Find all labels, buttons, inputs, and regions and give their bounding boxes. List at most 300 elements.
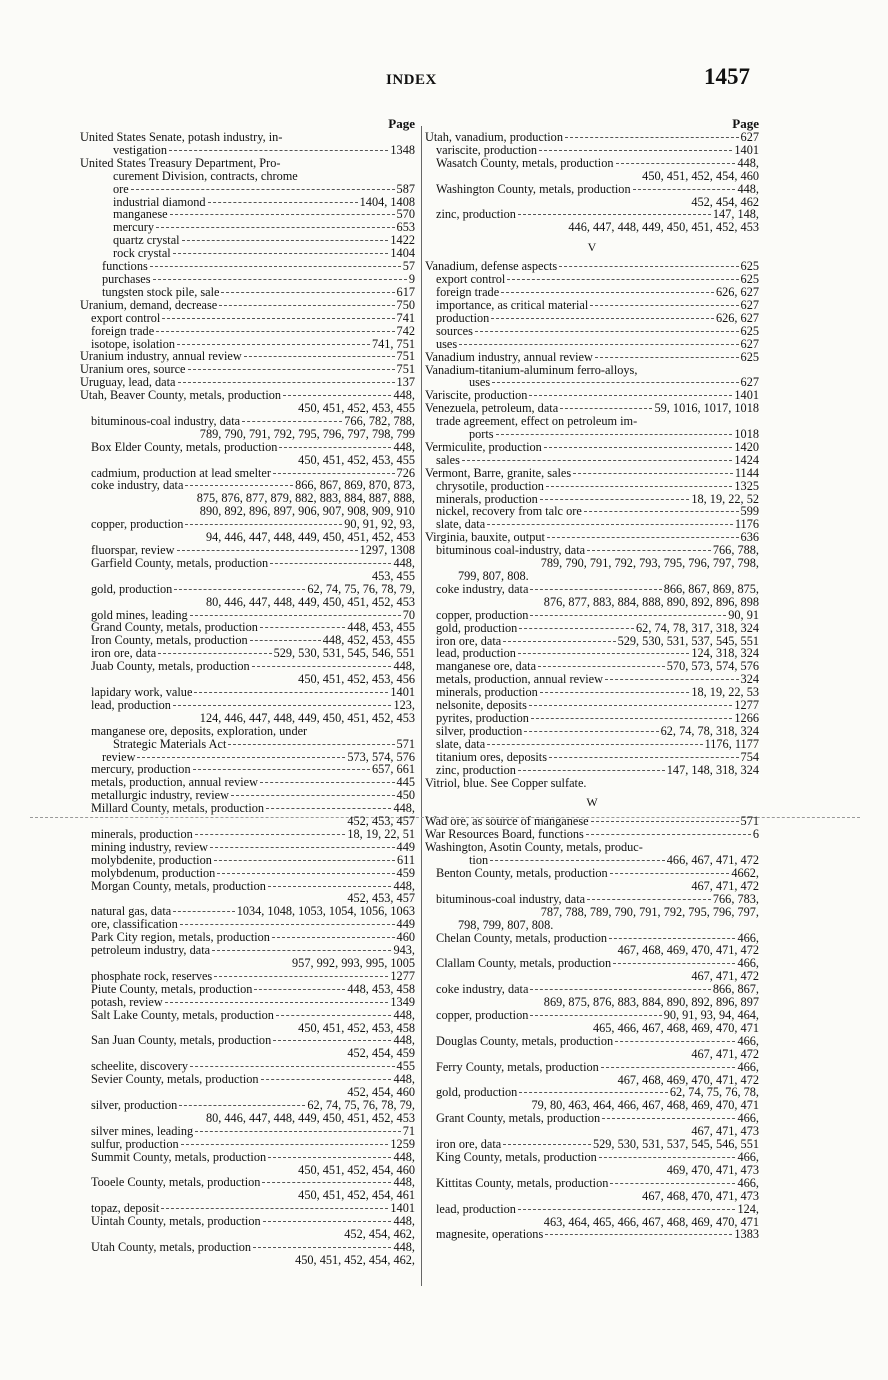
- entry-term: sources: [436, 323, 473, 338]
- page-ref-continuation: 465, 466, 467, 468, 469, 470, 471: [592, 1020, 759, 1035]
- dot-leader: [177, 344, 370, 345]
- page-refs: 1424: [734, 452, 759, 467]
- dot-leader: [169, 150, 388, 151]
- dot-leader: [544, 447, 733, 448]
- page-ref-continuation: 80, 446, 447, 448, 449, 450, 451, 452, 453: [205, 594, 415, 609]
- index-entry: [425, 1035, 759, 1048]
- dot-leader: [180, 924, 395, 925]
- dot-leader: [185, 524, 342, 525]
- dot-leader: [156, 227, 395, 228]
- dot-leader: [560, 408, 652, 409]
- entry-term: silver, production: [436, 723, 523, 738]
- entry-term: lead, production: [436, 646, 516, 661]
- entry-term: gold, production: [436, 620, 518, 635]
- page-refs: 570, 573, 574, 576: [666, 659, 759, 674]
- dot-leader: [228, 744, 394, 745]
- entry-term: isotope, isolation: [91, 336, 176, 351]
- dot-leader: [503, 1144, 591, 1145]
- dot-leader: [221, 292, 394, 293]
- dot-leader: [181, 1144, 389, 1145]
- dot-leader: [549, 757, 739, 758]
- dot-leader: [279, 447, 391, 448]
- page-ref-continuation: 469, 470, 471, 473: [666, 1162, 759, 1177]
- page-refs: 62, 74, 75, 76, 78, 79,: [307, 581, 415, 596]
- page-ref-continuation: 467, 468, 470, 471, 473: [642, 1188, 759, 1203]
- entry-term: manganese ore, data: [436, 659, 537, 674]
- entry-term: United States Treasury Department, Pro-: [80, 155, 281, 170]
- index-entry: [425, 1177, 759, 1190]
- entry-term: United States Senate, potash industry, in-: [80, 130, 283, 144]
- dot-leader: [158, 653, 271, 654]
- page-refs: 766, 782, 788,: [344, 413, 415, 428]
- dot-leader: [283, 395, 391, 396]
- dot-leader: [496, 434, 733, 435]
- index-entry: [425, 131, 759, 144]
- page-ref-continuation: 875, 876, 877, 879, 882, 883, 884, 887, 888,: [196, 491, 415, 506]
- page-refs: 766, 783,: [712, 891, 759, 906]
- page-refs: 1401: [390, 1201, 415, 1216]
- index-entry: [425, 441, 759, 454]
- dot-leader: [573, 473, 733, 474]
- entry-term: Strategic Materials Act: [113, 736, 227, 751]
- page-refs: 448,: [393, 1149, 415, 1164]
- page-refs: 147, 148, 318, 324: [666, 762, 759, 777]
- page-ref-continuation: 450, 451, 452, 453, 458: [298, 1020, 415, 1035]
- entry-term: fluorspar, review: [91, 543, 175, 557]
- page-refs: 324: [740, 672, 759, 687]
- dot-leader: [195, 834, 346, 835]
- dot-leader: [185, 485, 293, 486]
- page-refs: 455: [396, 1059, 415, 1074]
- index-entry: [80, 325, 415, 338]
- page-refs: 1259: [390, 1136, 415, 1151]
- dot-leader: [273, 1040, 391, 1041]
- page-ref-continuation: 452, 454, 460: [347, 1085, 415, 1100]
- page-refs: 627: [740, 130, 759, 144]
- page-refs: 62, 74, 78, 318, 324: [660, 723, 759, 738]
- dot-leader: [188, 369, 395, 370]
- page-refs: 626, 627: [715, 310, 759, 325]
- page-refs: 1266: [734, 710, 759, 725]
- page-refs: 18, 19, 22, 51: [347, 826, 415, 841]
- page-ref-continuation: 79, 80, 463, 464, 466, 467, 468, 469, 470, 471: [531, 1098, 759, 1113]
- dot-leader: [162, 318, 394, 319]
- entry-term: export control: [436, 272, 506, 287]
- index-entry: [80, 144, 415, 157]
- dot-leader: [156, 331, 394, 332]
- entry-term: tungsten stock pile, sale: [102, 284, 220, 299]
- page-refs: 754: [740, 749, 759, 764]
- page-refs: 625: [740, 349, 759, 364]
- page-column-label: Page: [388, 116, 415, 131]
- page-refs: 726: [396, 465, 415, 480]
- page-refs: 466,: [737, 1111, 759, 1126]
- entry-term: quartz crystal: [113, 233, 180, 248]
- dot-leader: [599, 1157, 736, 1158]
- dot-leader: [547, 537, 739, 538]
- entry-term: Wad ore, as source of manganese: [425, 814, 589, 829]
- dot-leader: [490, 860, 665, 861]
- entry-term: iron ore, data: [436, 633, 502, 648]
- entry-term: Vanadium industry, annual review: [425, 349, 593, 364]
- page-refs: 18, 19, 22, 52: [691, 491, 759, 506]
- dot-leader: [219, 305, 394, 306]
- entry-term: ports: [469, 427, 494, 442]
- page-refs: 445: [396, 775, 415, 790]
- entry-term: iron ore, data: [91, 646, 157, 661]
- dot-leader: [475, 331, 739, 332]
- page-ref-continuation: 957, 992, 993, 995, 1005: [292, 956, 415, 970]
- dot-leader: [263, 1221, 392, 1222]
- dot-leader: [195, 1131, 401, 1132]
- entry-term: Washington County, metals, production: [436, 181, 631, 196]
- index-entry: [80, 996, 415, 1009]
- page-refs: 460: [396, 930, 415, 945]
- page-refs: 90, 91: [728, 607, 759, 622]
- entry-term: San Juan County, metals, production: [91, 1033, 272, 1048]
- entry-term: nickel, recovery from talc ore: [436, 504, 582, 519]
- index-entry: [80, 841, 415, 854]
- page-refs: 1401: [734, 388, 759, 403]
- page-ref-continuation: 450, 451, 452, 454, 460: [298, 1162, 415, 1177]
- page-refs: 611: [397, 852, 415, 867]
- entry-term: curement Division, contracts, chrome: [113, 168, 298, 183]
- entry-term: bituminous-coal industry, data: [436, 891, 586, 906]
- index-entry: [80, 131, 415, 144]
- index-entry: [425, 583, 759, 596]
- page-ref-continuation: 80, 446, 447, 448, 449, 450, 451, 452, 453: [205, 1110, 415, 1125]
- dot-leader: [270, 563, 391, 564]
- index-entry: [425, 738, 759, 751]
- entry-term: metallurgic industry, review: [91, 788, 229, 803]
- dot-leader: [273, 473, 395, 474]
- page-refs: 137: [396, 375, 415, 390]
- dot-leader: [633, 189, 736, 190]
- page-refs: 866, 867, 869, 875,: [663, 581, 759, 596]
- page-refs: 124, 318, 324: [691, 646, 759, 661]
- entry-term: silver mines, leading: [91, 1123, 194, 1138]
- index-entry: [80, 544, 415, 557]
- dot-leader: [190, 1066, 395, 1067]
- entry-term: phosphate rock, reserves: [91, 968, 213, 983]
- index-entry: [80, 157, 415, 170]
- index-entries-right: [425, 131, 759, 1241]
- entry-term: pyrites, production: [436, 710, 529, 725]
- index-entry: [425, 325, 759, 338]
- dot-leader: [545, 1234, 732, 1235]
- page-refs: 529, 530, 531, 537, 545, 551: [617, 633, 759, 648]
- page-refs: 766, 788,: [712, 543, 759, 558]
- index-entry: [80, 1151, 415, 1164]
- page-number: 1457: [704, 64, 750, 89]
- index-entry: [80, 415, 415, 428]
- entry-term: natural gas, data: [91, 904, 172, 919]
- entry-term: minerals, production: [436, 491, 538, 506]
- entry-term: production: [436, 310, 490, 325]
- page-refs: 62, 74, 75, 76, 78,: [669, 1085, 759, 1100]
- dot-leader: [539, 150, 732, 151]
- page-refs: 466,: [737, 1033, 759, 1048]
- page-ref-continuation: 452, 453, 457: [347, 814, 415, 829]
- dot-leader: [260, 782, 395, 783]
- entry-term: lapidary work, value: [91, 684, 193, 699]
- page-refs: 1277: [734, 698, 759, 713]
- page-refs: 636: [740, 530, 759, 545]
- dot-leader: [131, 189, 395, 190]
- entry-term: Variscite, production: [425, 388, 528, 403]
- page-refs: 625: [740, 323, 759, 338]
- page-refs: 123,: [393, 697, 415, 712]
- entry-term: Ferry County, metals, production: [436, 1059, 599, 1074]
- page-refs: 448, 453, 455: [347, 620, 415, 635]
- page-ref-continuation: 124, 446, 447, 448, 449, 450, 451, 452, 453: [199, 710, 415, 725]
- dot-leader: [531, 718, 733, 719]
- page-refs: 59, 1016, 1017, 1018: [654, 401, 759, 416]
- page-refs: 448,: [393, 1072, 415, 1087]
- dot-leader: [208, 202, 358, 203]
- page-refs: 448,: [393, 439, 415, 454]
- index-entry: [425, 299, 759, 312]
- page-refs: 1176: [734, 517, 759, 532]
- page-ref-continuation: 890, 892, 896, 897, 906, 907, 908, 909, 910: [199, 504, 415, 519]
- page-refs: 70: [402, 607, 415, 622]
- page-refs: 4662,: [731, 866, 759, 881]
- index-entry: [425, 144, 759, 157]
- page-refs: 448,: [737, 155, 759, 170]
- index-entry: [425, 893, 759, 906]
- column-divider: [421, 126, 422, 1286]
- page-refs: 62, 74, 78, 317, 318, 324: [636, 620, 759, 635]
- entry-term: mercury: [113, 220, 154, 235]
- index-entry: [80, 970, 415, 983]
- dot-leader: [193, 769, 370, 770]
- entry-term: Kittitas County, metals, production: [436, 1175, 609, 1190]
- entry-term: Clallam County, metals, production: [436, 956, 612, 971]
- entry-term: potash, review: [91, 994, 163, 1009]
- entry-term: Park City region, metals, production: [91, 930, 270, 945]
- dot-leader: [459, 344, 738, 345]
- index-entry: [80, 1125, 415, 1138]
- entry-term: Benton County, metals, production: [436, 866, 608, 881]
- page-ref-continuation: 94, 446, 447, 448, 449, 450, 451, 452, 453: [205, 530, 415, 545]
- dot-leader: [613, 963, 735, 964]
- index-entry: [80, 286, 415, 299]
- index-entry: [80, 983, 415, 996]
- page-refs: 571: [396, 736, 415, 751]
- index-entry: [80, 312, 415, 325]
- entry-term: lead, production: [91, 697, 171, 712]
- entry-term: review: [102, 749, 136, 764]
- index-entry: [80, 738, 415, 751]
- entry-term: Salt Lake County, metals, production: [91, 1007, 274, 1022]
- entry-term: molybdenite, production: [91, 852, 212, 867]
- dot-leader: [173, 705, 392, 706]
- index-entry: [80, 183, 415, 196]
- index-entry: [425, 725, 759, 738]
- entry-term: functions: [102, 259, 148, 274]
- dot-leader: [174, 589, 305, 590]
- entry-term: variscite, production: [436, 142, 538, 157]
- entry-term: mercury, production: [91, 762, 191, 777]
- page-refs: 1018: [734, 427, 759, 442]
- page-refs: 6: [752, 827, 759, 842]
- dot-leader: [507, 279, 738, 280]
- entry-term: manganese ore, deposits, exploration, under: [91, 723, 308, 738]
- page-refs: 1034, 1048, 1053, 1054, 1056, 1063: [236, 904, 415, 919]
- page-refs: 448,: [393, 1214, 415, 1229]
- dot-leader: [179, 1105, 305, 1106]
- page-refs: 617: [396, 284, 415, 299]
- entry-term: iron ore, data: [436, 1137, 502, 1152]
- entry-term: Washington, Asotin County, metals, produc-: [425, 840, 643, 855]
- index-entry: [80, 557, 415, 570]
- page-header-title: INDEX: [386, 72, 437, 88]
- page-refs: 943,: [393, 943, 415, 958]
- entry-term: uses: [469, 375, 491, 390]
- entry-term: Uranium ores, source: [80, 362, 186, 377]
- page-refs: 448,: [393, 1239, 415, 1254]
- dot-leader: [268, 886, 392, 887]
- dot-leader: [595, 357, 739, 358]
- page-ref-continuation: 467, 468, 469, 470, 471, 472: [617, 943, 759, 958]
- page-ref-continuation: 453, 455: [371, 568, 415, 583]
- entry-term: tion: [469, 853, 489, 868]
- dot-leader: [190, 615, 401, 616]
- page-refs: 1401: [390, 684, 415, 699]
- entry-term: gold, production: [91, 581, 173, 596]
- dot-leader: [587, 899, 711, 900]
- page-refs: 627: [740, 336, 759, 351]
- dot-leader: [501, 292, 714, 293]
- page-refs: 573, 574, 576: [347, 749, 415, 764]
- page-ref-continuation: 463, 464, 465, 466, 467, 468, 469, 470, 471: [543, 1214, 759, 1229]
- page-refs: 866, 867, 869, 870, 873,: [295, 478, 415, 493]
- entry-term: chrysotile, production: [436, 478, 544, 493]
- page-refs: 466, 467, 471, 472: [666, 853, 759, 868]
- page-ref-continuation: 450, 451, 452, 453, 455: [298, 401, 415, 416]
- index-column-right: [425, 116, 759, 1241]
- entry-term: uses: [436, 336, 458, 351]
- page-ref-continuation: 467, 471, 472: [691, 1046, 759, 1061]
- index-entry: [80, 854, 415, 867]
- page-ref-continuation: 450, 451, 452, 453, 456: [298, 672, 415, 687]
- page-refs: 625: [740, 259, 759, 274]
- page-ref-continuation: 787, 788, 789, 790, 791, 792, 795, 796, 797,: [540, 904, 759, 919]
- dot-leader: [231, 795, 395, 796]
- page-refs: 9: [408, 271, 415, 286]
- index-entry: [80, 699, 415, 712]
- dot-leader: [266, 808, 391, 809]
- entry-term: Utah, vanadium, production: [425, 130, 563, 144]
- index-entry: [425, 1228, 759, 1241]
- page-ref-continuation: 876, 877, 883, 884, 888, 890, 892, 896, 898: [543, 594, 759, 609]
- dot-leader: [518, 214, 711, 215]
- page-refs: 1349: [390, 994, 415, 1009]
- entry-term: nelsonite, deposits: [436, 698, 527, 713]
- page-refs: 570: [396, 207, 415, 222]
- dot-leader: [165, 1002, 389, 1003]
- entry-term: export control: [91, 310, 161, 325]
- dot-leader: [212, 950, 391, 951]
- page-refs: 448,: [393, 878, 415, 893]
- index-entry: [425, 1009, 759, 1022]
- entry-term: metals, production, annual review: [436, 672, 603, 687]
- entry-term: Juab County, metals, production: [91, 659, 250, 674]
- index-entry: [80, 1099, 415, 1112]
- entry-term: Grand County, metals, production: [91, 620, 258, 635]
- dot-leader: [616, 163, 736, 164]
- entry-term: sulfur, production: [91, 1136, 179, 1151]
- index-entry: [425, 183, 759, 196]
- dot-leader: [503, 641, 615, 642]
- dot-leader: [540, 692, 690, 693]
- index-entry: [80, 273, 415, 286]
- dot-leader: [559, 266, 738, 267]
- index-entry: [80, 299, 415, 312]
- page-refs: 1420: [734, 439, 759, 454]
- dot-leader: [519, 1092, 668, 1093]
- entry-term: copper, production: [436, 607, 529, 622]
- index-entry: [425, 480, 759, 493]
- dot-leader: [586, 834, 751, 835]
- index-entry: [425, 622, 759, 635]
- index-entry: [80, 1009, 415, 1022]
- entry-term: Iron County, metals, production: [91, 633, 248, 648]
- entry-term: King County, metals, production: [436, 1149, 597, 1164]
- index-entry: [425, 1151, 759, 1164]
- dot-leader: [261, 1079, 392, 1080]
- index-entries-left: [80, 131, 415, 1267]
- dot-leader: [530, 989, 710, 990]
- page-refs: 866, 867,: [712, 982, 759, 997]
- index-column-left: [80, 116, 415, 1267]
- index-entry: [80, 1138, 415, 1151]
- dot-leader: [177, 550, 358, 551]
- page-ref-continuation: 789, 790, 791, 792, 795, 796, 797, 798, 799: [199, 426, 415, 441]
- dot-leader: [487, 744, 702, 745]
- index-entry: [80, 1241, 415, 1254]
- entry-term: purchases: [102, 271, 151, 286]
- page-refs: 449: [396, 917, 415, 932]
- page-ref-continuation: 467, 471, 472: [691, 969, 759, 984]
- entry-term: importance, as critical material: [436, 297, 589, 312]
- dot-leader: [615, 1041, 735, 1042]
- page-refs: 448,: [393, 1175, 415, 1190]
- dot-leader: [161, 1208, 388, 1209]
- page-ref-continuation: 789, 790, 791, 792, 793, 795, 796, 797, 798,: [540, 556, 759, 571]
- page-ref-continuation: 467, 471, 472: [691, 878, 759, 893]
- page-ref-continuation: 452, 453, 457: [347, 891, 415, 906]
- dot-leader: [150, 266, 401, 267]
- entry-term: molybdenum, production: [91, 865, 216, 880]
- page-refs: 448,: [393, 555, 415, 570]
- dot-leader: [605, 679, 739, 680]
- page-ref-continuation: 467, 468, 469, 470, 471, 472: [617, 1072, 759, 1087]
- entry-term: bituminous coal-industry, data: [436, 543, 586, 558]
- index-entry: [425, 1203, 759, 1216]
- page-refs: 529, 530, 531, 537, 545, 546, 551: [592, 1137, 759, 1152]
- entry-term: titanium ores, deposits: [436, 749, 548, 764]
- index-entry: [80, 828, 415, 841]
- page-refs: 448, 452, 453, 455: [322, 633, 415, 648]
- entry-term: Grant County, metals, production: [436, 1111, 601, 1126]
- page-refs: 529, 530, 531, 545, 546, 551: [273, 646, 415, 661]
- entry-term: Utah, Beaver County, metals, production: [80, 388, 282, 403]
- page-refs: 466,: [737, 930, 759, 945]
- dot-leader: [244, 356, 395, 357]
- entry-term: Vanadium-titanium-aluminum ferro-alloys,: [425, 362, 638, 377]
- entry-term: ore: [113, 181, 129, 196]
